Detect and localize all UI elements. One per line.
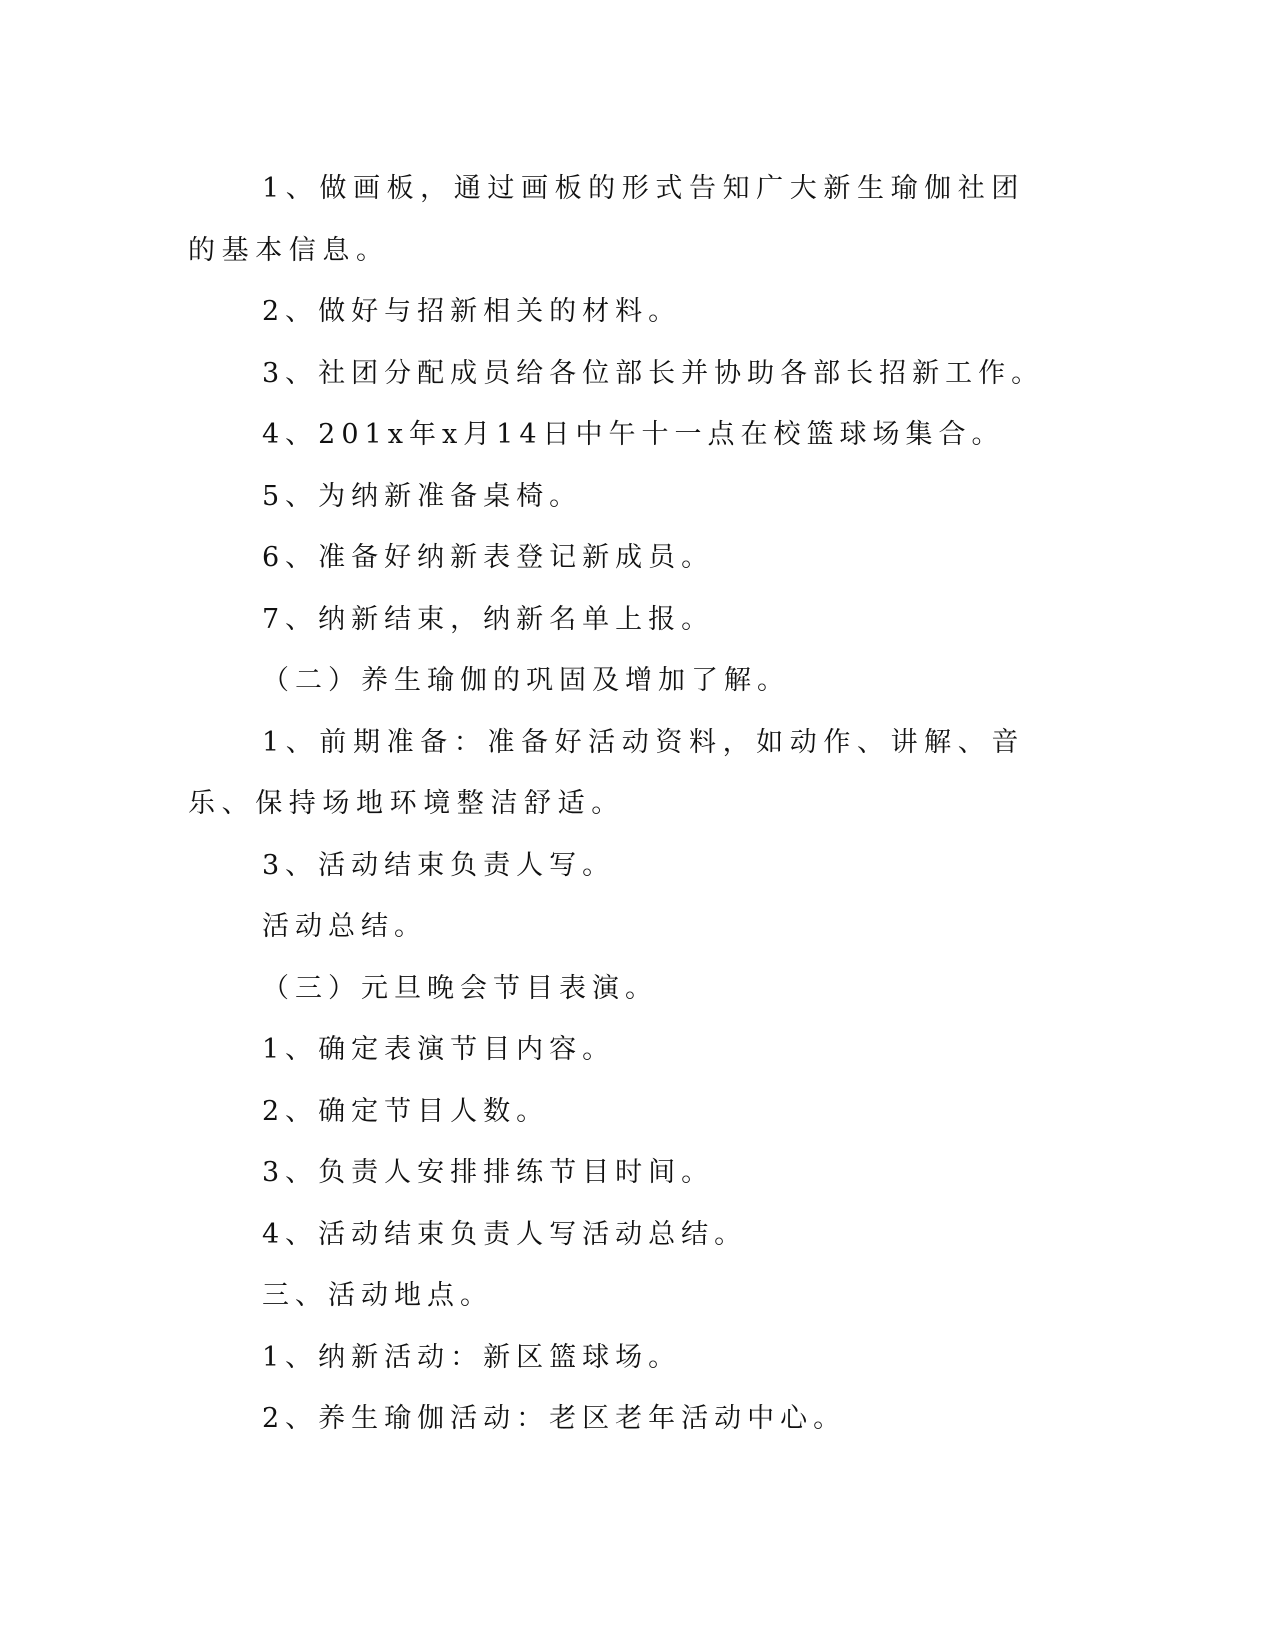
paragraph: 1、做画板，通过画板的形式告知广大新生瑜伽社团的基本信息。 xyxy=(188,173,1025,266)
paragraph: 5、为纳新准备桌椅。 xyxy=(262,480,583,512)
paragraph: 2、养生瑜伽活动：老区老年活动中心。 xyxy=(262,1403,847,1434)
paragraph: 3、活动结束负责人写。 xyxy=(262,849,616,881)
section-heading: （二）养生瑜伽的巩固及增加了解。 xyxy=(262,665,790,696)
paragraph: 2、确定节目人数。 xyxy=(262,1095,550,1127)
paragraph: 7、纳新结束，纳新名单上报。 xyxy=(262,603,715,635)
paragraph: 4、201x年x月14日中午十一点在校篮球场集合。 xyxy=(262,419,1005,450)
document-body xyxy=(188,158,1058,1450)
paragraph: 1、纳新活动：新区篮球场。 xyxy=(262,1341,682,1373)
paragraph: 3、社团分配成员给各位部长并协助各部长招新工作。 xyxy=(262,357,1045,389)
section-heading: （三）元旦晚会节目表演。 xyxy=(262,972,658,1004)
section-heading: 三、活动地点。 xyxy=(262,1280,493,1311)
paragraph: 2、做好与招新相关的材料。 xyxy=(262,296,682,327)
paragraph: 1、前期准备：准备好活动资料，如动作、讲解、音乐、保持场地环境整洁舒适。 xyxy=(188,726,1025,819)
paragraph: 3、负责人安排排练节目时间。 xyxy=(262,1157,715,1188)
paragraph: 活动总结。 xyxy=(262,911,427,942)
paragraph: 1、确定表演节目内容。 xyxy=(262,1034,616,1065)
paragraph: 4、活动结束负责人写活动总结。 xyxy=(262,1218,748,1250)
paragraph: 6、准备好纳新表登记新成员。 xyxy=(262,542,715,573)
